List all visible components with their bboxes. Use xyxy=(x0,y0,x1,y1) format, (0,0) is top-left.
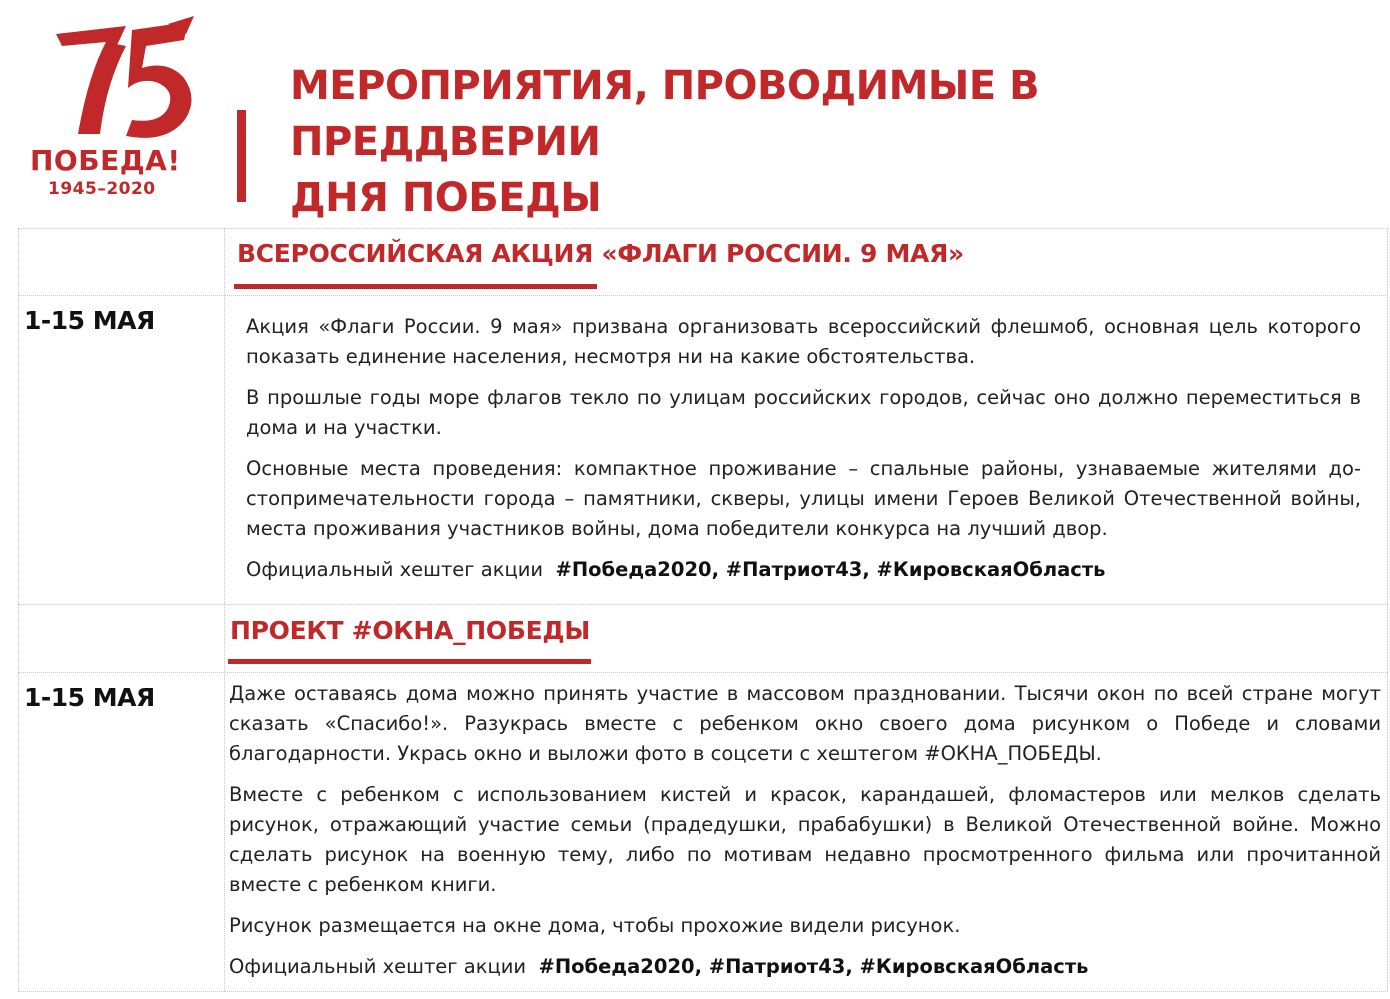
section-title-windows: ПРОЕКТ #ОКНА_ПОБЕДЫ xyxy=(230,616,590,645)
events-table xyxy=(18,228,1388,992)
section-underline xyxy=(234,284,597,289)
table-border xyxy=(224,228,225,992)
table-border xyxy=(18,228,19,992)
paragraph: Вместе с ребенком с использованием кистей и красок, карандашей, фломастеров или мелков сделать рисунок, отражающий участие семьи (прадедушки, прабабушки) в Великой Отечественной войне. Можно сделать рисунок на военную тему, либо по мотивам недавно просмотренного фильма или прочитанной вместе с ребенком книги. xyxy=(229,783,1381,896)
paragraph: В прошлые годы море флагов текло по улицам российских городов, сейчас оно должно переместиться в дома и на участки. xyxy=(246,386,1361,439)
logo-text: ПОБЕДА! xyxy=(30,144,181,177)
logo-75-mark-icon xyxy=(48,16,198,146)
section-body-flags xyxy=(246,312,1361,596)
page-title-line-2: ДНЯ ПОБЕДЫ xyxy=(290,175,602,221)
event-date: 1-15 МАЯ xyxy=(24,683,155,712)
hashtag-line xyxy=(246,555,1361,585)
event-date: 1-15 МАЯ xyxy=(24,306,155,335)
section-title-flags: ВСЕРОССИЙСКАЯ АКЦИЯ «ФЛАГИ РОССИИ. 9 МАЯ» xyxy=(237,239,964,268)
paragraph: Даже оставаясь дома можно принять участие в массовом праздновании. Тысячи окон по всей стране могут сказать «Спасибо!». Разукрась вместе с ребенком окно своего дома рисунком о Победе и словами благодарности. Укрась окно и выложи фото в соцсети с хештегом #ОКНА_ПОБЕДЫ. xyxy=(229,682,1381,765)
paragraph: Основные места проведения: компактное проживание – спальные районы, узнаваемые жителями до-стопримечательности города – памятники, скверы, улицы имени Героев Великой Отечественной войны, места проживания участников войны, дома победители конкурса на лучший двор. xyxy=(246,457,1361,540)
section-body-windows xyxy=(229,679,1381,993)
hashtags: #Победа2020, #Патриот43, #КировскаяОбласть xyxy=(555,558,1106,581)
page-title xyxy=(290,58,1350,226)
section-underline xyxy=(228,659,591,664)
title-accent-bar xyxy=(237,110,246,202)
table-border xyxy=(1387,228,1388,992)
paragraph: Акция «Флаги России. 9 мая» призвана организовать всероссийский флешмоб, основная цель которого показать единение населения, несмотря ни на какие обстоятельства. xyxy=(246,315,1361,368)
victory-75-logo xyxy=(26,14,216,204)
hashtag-label: Официальный хештег акции xyxy=(246,558,544,581)
hashtag-label: Официальный хештег акции xyxy=(229,955,527,978)
hashtags: #Победа2020, #Патриот43, #КировскаяОбласть xyxy=(538,955,1089,978)
logo-years: 1945–2020 xyxy=(48,179,156,199)
paragraph: Рисунок размещается на окне дома, чтобы прохожие видели рисунок. xyxy=(229,914,961,937)
hashtag-line xyxy=(229,952,1381,982)
page-title-line-1: МЕРОПРИЯТИЯ, ПРОВОДИМЫЕ В ПРЕДДВЕРИИ xyxy=(290,63,1040,165)
